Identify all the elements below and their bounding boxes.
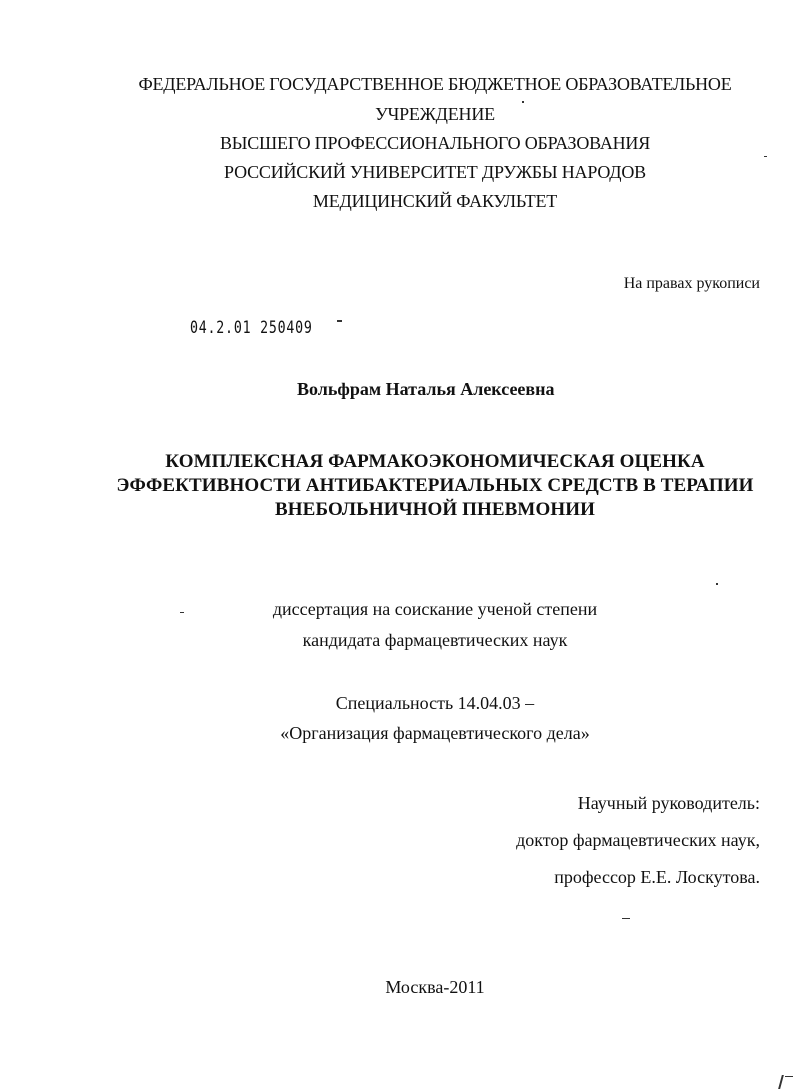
org-line-1: ФЕДЕРАЛЬНОЕ ГОСУДАРСТВЕННОЕ БЮДЖЕТНОЕ ОБРАЗОВАТЕЛЬНОЕ bbox=[138, 74, 732, 94]
supervisor-degree: доктор фармацевтических наук, bbox=[516, 830, 760, 850]
specialty-code: Специальность 14.04.03 – bbox=[335, 693, 535, 713]
scan-speck bbox=[764, 156, 767, 157]
degree-line-1: диссертация на соискание ученой степени bbox=[272, 599, 598, 619]
org-line-3: ВЫСШЕГО ПРОФЕССИОНАЛЬНОГО ОБРАЗОВАНИЯ bbox=[219, 133, 651, 153]
faculty-line: МЕДИЦИНСКИЙ ФАКУЛЬТЕТ bbox=[312, 191, 558, 211]
thesis-title-line-1: КОМПЛЕКСНАЯ ФАРМАКОЭКОНОМИЧЕСКАЯ ОЦЕНКА bbox=[165, 451, 705, 472]
scan-speck bbox=[337, 320, 342, 322]
scan-speck bbox=[622, 918, 630, 919]
degree-line-2: кандидата фармацевтических наук bbox=[302, 630, 568, 650]
scan-speck bbox=[180, 612, 184, 613]
org-line-2: УЧРЕЖДЕНИЕ bbox=[375, 104, 495, 124]
scan-speck bbox=[522, 101, 524, 103]
scan-edge-mark bbox=[778, 1075, 784, 1089]
scan-speck bbox=[716, 583, 718, 585]
specialty-name: «Организация фармацевтического дела» bbox=[280, 723, 590, 743]
place-and-year: Москва-2011 bbox=[385, 977, 485, 997]
supervisor-label: Научный руководитель: bbox=[577, 793, 760, 813]
scan-edge-mark bbox=[785, 1076, 793, 1077]
manuscript-note: На правах рукописи bbox=[623, 275, 760, 292]
supervisor-name: профессор Е.Е. Лоскутова. bbox=[554, 867, 760, 887]
registration-stamp-number: 04.2.01 250409 bbox=[190, 318, 313, 338]
org-line-4: РОССИЙСКИЙ УНИВЕРСИТЕТ ДРУЖБЫ НАРОДОВ bbox=[224, 162, 646, 182]
thesis-title-line-2: ЭФФЕКТИВНОСТИ АНТИБАКТЕРИАЛЬНЫХ СРЕДСТВ В ТЕРАПИИ bbox=[116, 475, 754, 496]
thesis-title-line-3: ВНЕБОЛЬНИЧНОЙ ПНЕВМОНИИ bbox=[275, 499, 595, 520]
author-name: Вольфрам Наталья Алексеевна bbox=[297, 379, 555, 399]
